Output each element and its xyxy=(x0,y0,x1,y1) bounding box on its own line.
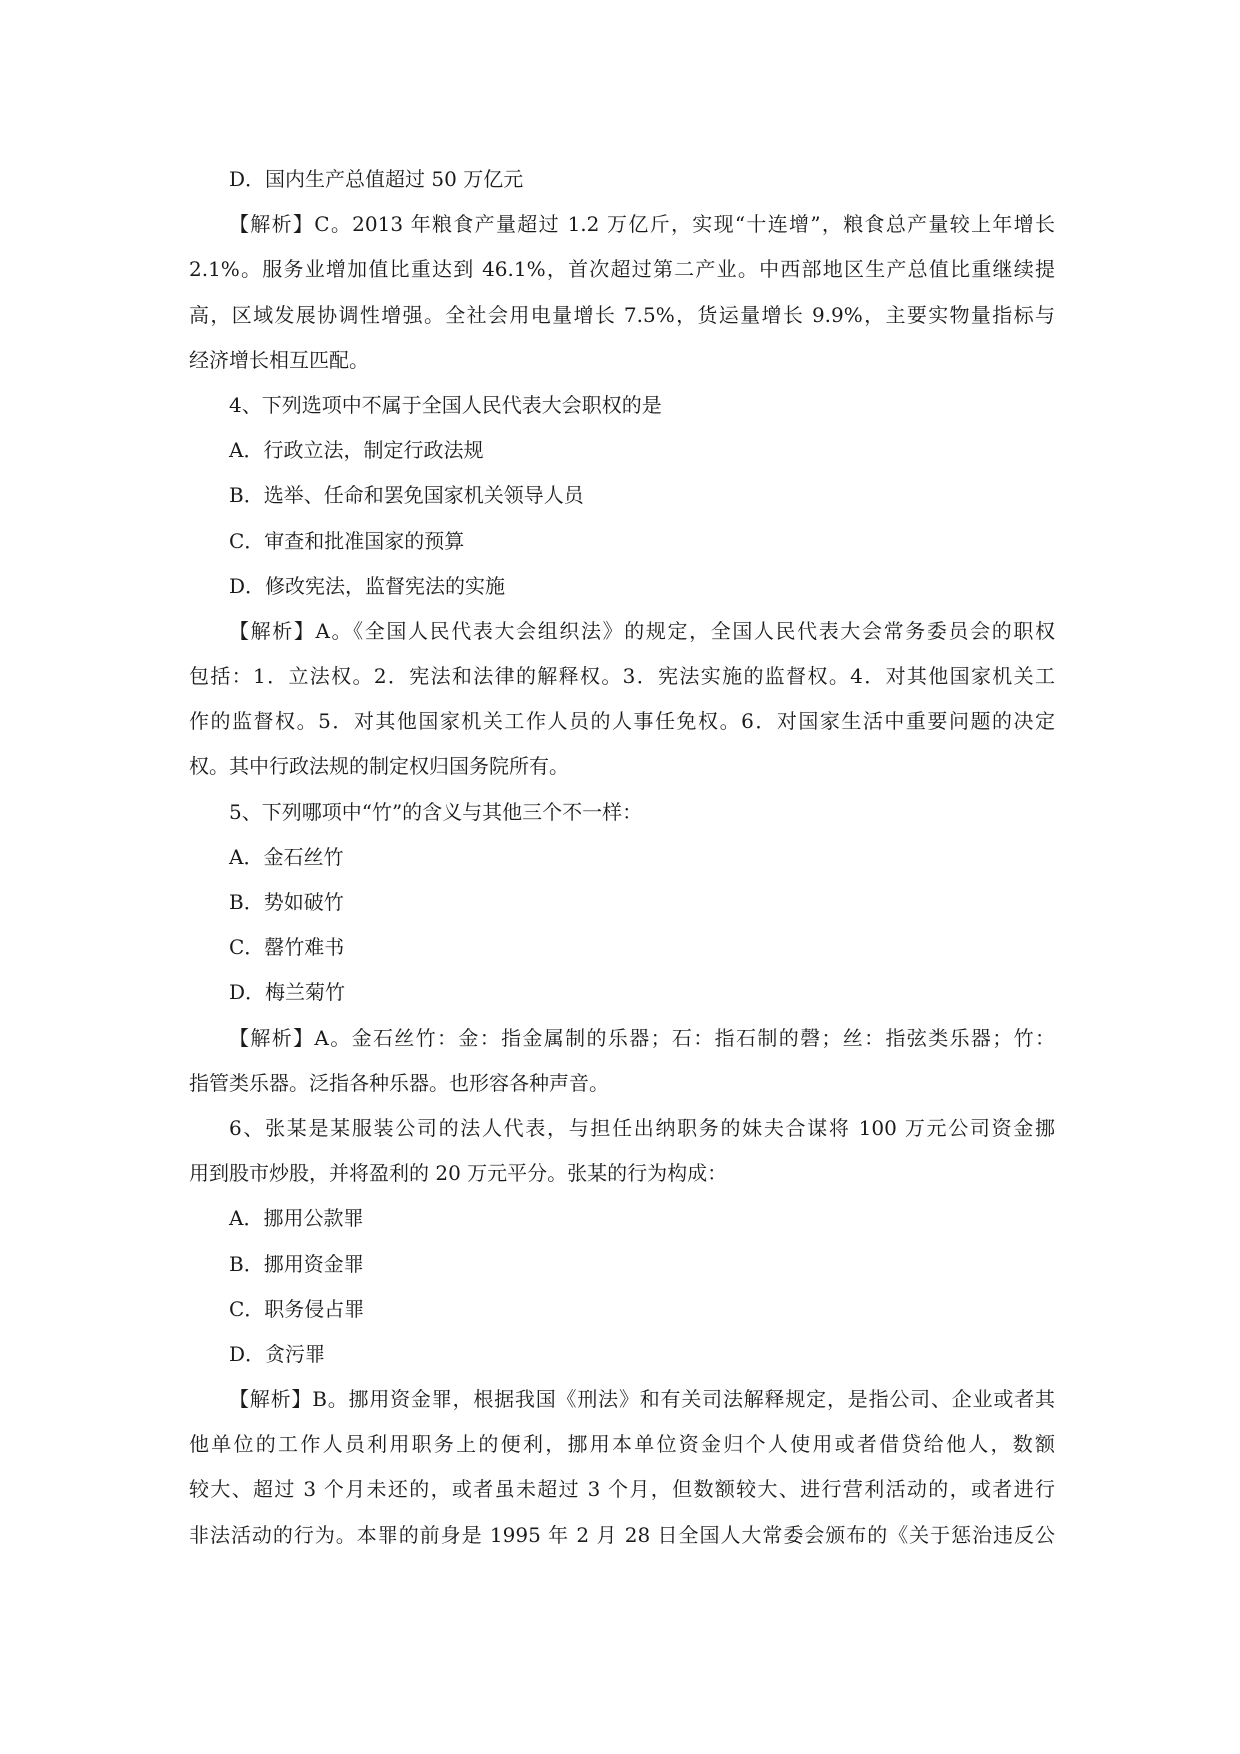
question-5: 5、下列哪项中“竹”的含义与其他三个不一样： xyxy=(229,799,643,824)
analysis-line: 包括：1．立法权。2．宪法和法律的解释权。3．宪法实施的监督权。4．对其他国家机关工 xyxy=(189,664,1055,689)
question-4-option-d: D．修改宪法，监督宪法的实施 xyxy=(229,573,506,598)
analysis-line: 高，区域发展协调性增强。全社会用电量增长 7.5%，货运量增长 9.9%，主要实物量指标与 xyxy=(189,302,1055,327)
question-5-option-b: B．势如破竹 xyxy=(229,890,344,914)
question-6-option-c: C．职务侵占罪 xyxy=(229,1296,365,1321)
analysis-line: 权。其中行政法规的制定权归国务院所有。 xyxy=(189,754,569,779)
analysis-line: 【解析】A。《全国人民代表大会组织法》的规定，全国人民代表大会常务委员会的职权 xyxy=(229,618,1055,643)
analysis-line: 他单位的工作人员利用职务上的便利，挪用本单位资金归个人使用或者借贷给他人，数额 xyxy=(189,1432,1055,1457)
question-4: 4、下列选项中不属于全国人民代表大会职权的是 xyxy=(229,392,662,417)
analysis-line: 较大、超过 3 个月未还的，或者虽未超过 3 个月，但数额较大、进行营利活动的，或者进行 xyxy=(189,1477,1055,1502)
analysis-line: 【解析】A。金石丝竹：金：指金属制的乐器；石：指石制的磬；丝：指弦类乐器；竹： xyxy=(229,1025,1055,1050)
document-body xyxy=(189,157,1055,1558)
analysis-line: 2.1%。服务业增加值比重达到 46.1%，首次超过第二产业。中西部地区生产总值比重继续提 xyxy=(189,257,1055,282)
option-d-gdp: D．国内生产总值超过 50 万亿元 xyxy=(229,167,524,191)
analysis-line: 作的监督权。5．对其他国家机关工作人员的人事任免权。6．对国家生活中重要问题的决定 xyxy=(189,709,1055,734)
analysis-line: 【解析】B。挪用资金罪，根据我国《刑法》和有关司法解释规定，是指公司、企业或者其 xyxy=(229,1387,1055,1412)
question-4-option-a: A．行政立法，制定行政法规 xyxy=(229,438,484,463)
question-5-option-a: A．金石丝竹 xyxy=(229,844,344,869)
question-6: 用到股市炒股，并将盈利的 20 万元平分。张某的行为构成： xyxy=(189,1161,728,1186)
analysis-line: 经济增长相互匹配。 xyxy=(189,347,369,372)
question-4-option-c: C．审查和批准国家的预算 xyxy=(229,528,465,553)
question-4-option-b: B．选举、任命和罢免国家机关领导人员 xyxy=(229,483,584,508)
question-6-option-d: D．贪污罪 xyxy=(229,1341,326,1366)
analysis-line: 非法活动的行为。本罪的前身是 1995 年 2 月 28 日全国人大常委会颁布的《关于惩治违反公 xyxy=(189,1522,1055,1547)
question-5-option-c: C．罄竹难书 xyxy=(229,935,345,960)
analysis-line: 【解析】C。2013 年粮食产量超过 1.2 万亿斤，实现“十连增”，粮食总产量较上年增长 xyxy=(229,212,1055,237)
question-5-option-d: D．梅兰菊竹 xyxy=(229,980,346,1005)
question-6-option-b: B．挪用资金罪 xyxy=(229,1251,364,1276)
question-6: 6、张某是某服装公司的法人代表，与担任出纳职务的妹夫合谋将 100 万元公司资金挪 xyxy=(229,1115,1055,1140)
question-6-option-a: A．挪用公款罪 xyxy=(229,1206,364,1231)
analysis-line: 指管类乐器。泛指各种乐器。也形容各种声音。 xyxy=(189,1070,609,1095)
